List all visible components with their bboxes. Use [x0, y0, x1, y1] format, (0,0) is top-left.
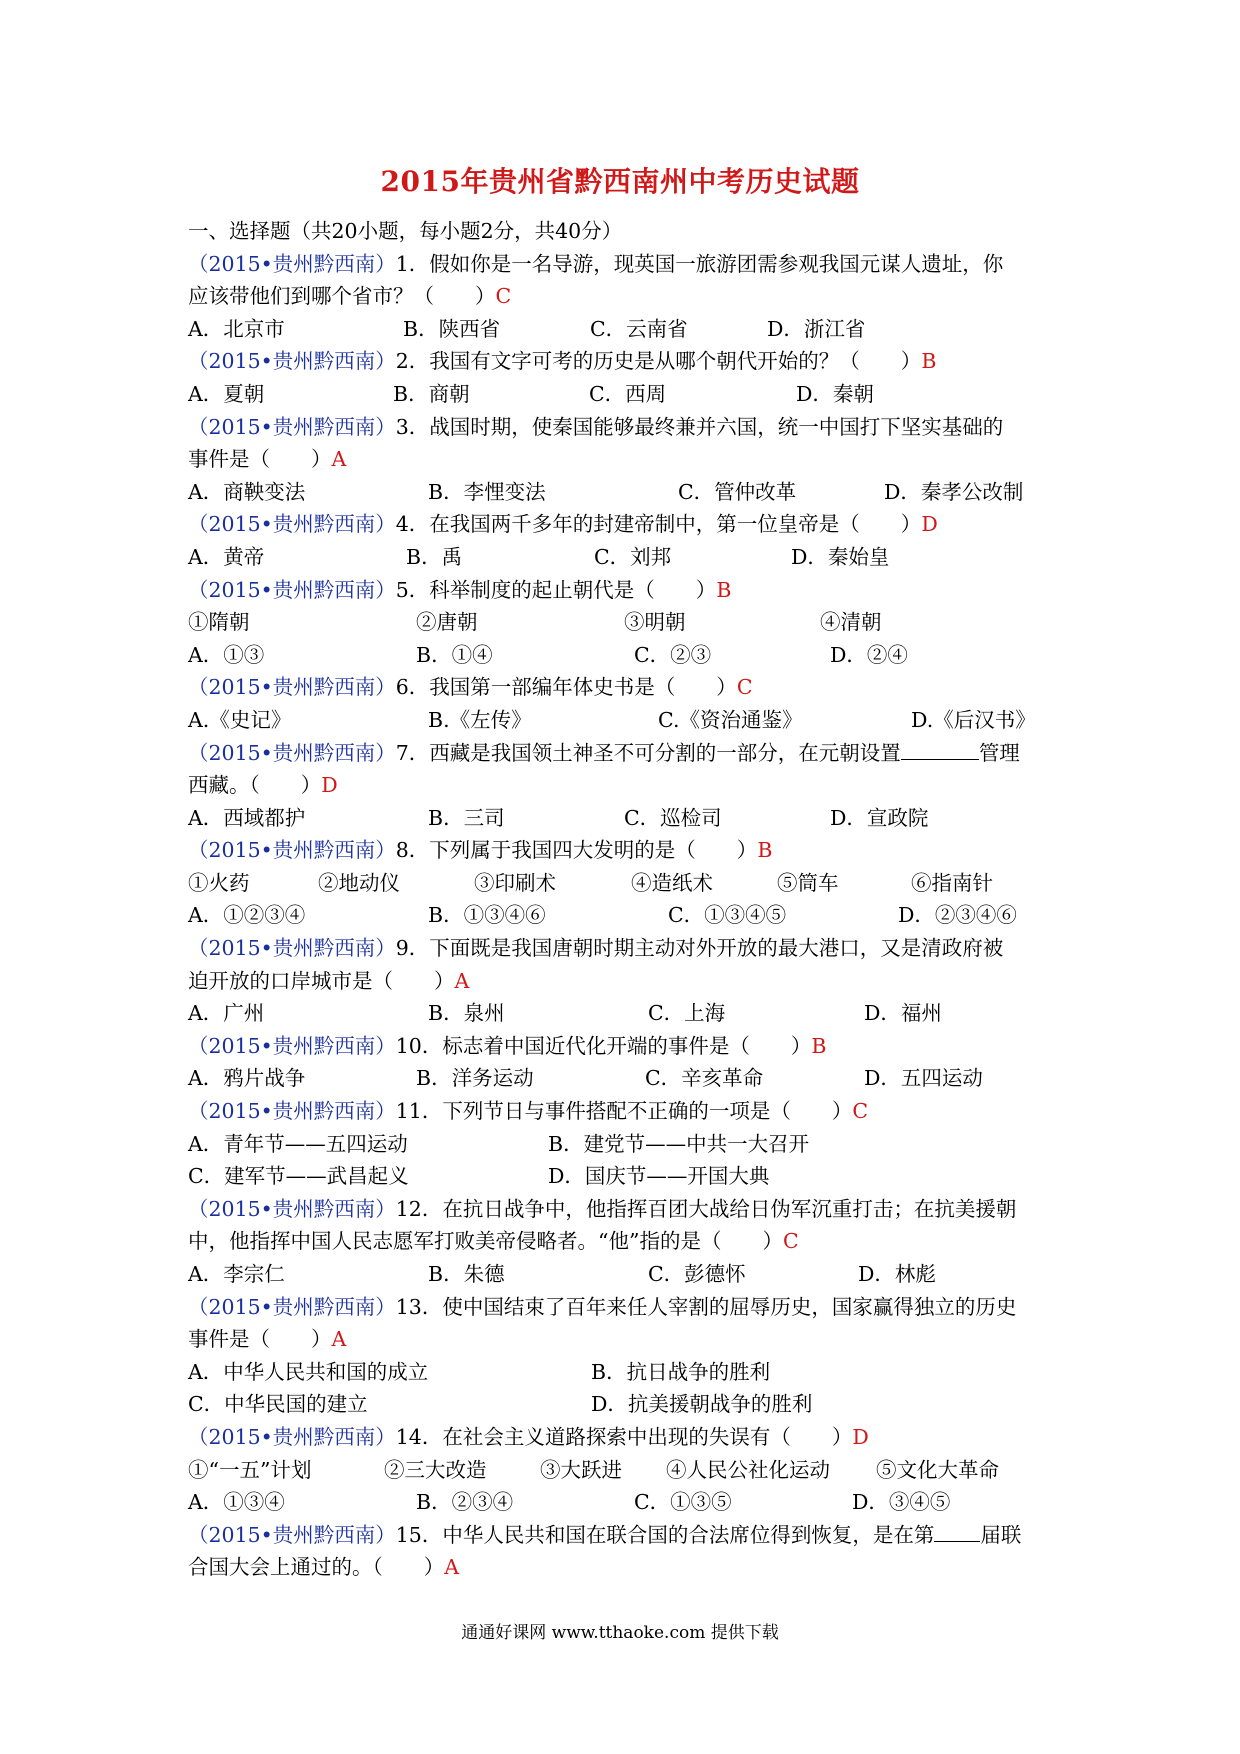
question-source: （2015•贵州黔西南）: [188, 1196, 396, 1221]
options-row: [188, 1128, 1068, 1161]
question-text: 3．战国时期，使秦国能够最终兼并六国，统一中国打下坚实基础的: [395, 414, 1004, 439]
question-5: [188, 574, 1068, 607]
question-text: 中，他指挥中国人民志愿军打败美帝侵略者。“他”指的是（ ）: [188, 1229, 783, 1254]
options-row: [188, 1160, 1068, 1193]
option: C.《资治通鉴》: [658, 707, 803, 732]
question-12: [188, 1193, 1068, 1226]
question-source: （2015•贵州黔西南）: [188, 675, 396, 700]
question-text: 6．我国第一部编年体史书是（ ）: [395, 675, 737, 700]
option: A．①③④: [188, 1490, 285, 1515]
option: B．②③④: [416, 1490, 514, 1515]
option: A．青年节——五四运动: [188, 1131, 408, 1156]
options-row: [188, 541, 1068, 574]
question-text: 7．西藏是我国领土神圣不可分割的一部分，在元朝设置: [395, 740, 901, 765]
question-1: [188, 248, 1068, 281]
item: ②地动仪: [318, 870, 400, 895]
options-row: [188, 899, 1068, 932]
question-text: 合国大会上通过的。（ ）: [188, 1555, 445, 1580]
question-source: （2015•贵州黔西南）: [188, 1522, 396, 1547]
question-text: 1．假如你是一名导游，现英国一旅游团需参观我国元谋人遗址，你: [395, 251, 1004, 276]
option: D．③④⑤: [852, 1490, 951, 1515]
question-text: 15．中华人民共和国在联合国的合法席位得到恢复，是在第: [395, 1522, 935, 1547]
option: B．陕西省: [403, 316, 501, 341]
question-source: （2015•贵州黔西南）: [188, 349, 396, 374]
question-text: 迫开放的口岸城市是（ ）: [188, 968, 455, 993]
option: C．②③: [634, 642, 712, 667]
question-text: 届联: [980, 1522, 1022, 1547]
option: D.《后汉书》: [911, 707, 1036, 732]
option: B.《左传》: [428, 707, 532, 732]
options-row: [188, 1486, 1068, 1519]
question-text: 5．科举制度的起止朝代是（ ）: [395, 577, 717, 602]
question-source: （2015•贵州黔西南）: [188, 414, 396, 439]
options-row: [188, 1356, 1068, 1389]
options-row: [188, 997, 1068, 1030]
question-text: 事件是（ ）: [188, 1327, 332, 1352]
options-row: [188, 639, 1068, 672]
option: D．福州: [864, 1001, 942, 1026]
question-text: 14．在社会主义道路探索中出现的失误有（ ）: [395, 1424, 853, 1449]
question-9: [188, 932, 1068, 965]
option: D．宣政院: [830, 805, 929, 830]
item: ⑤文化大革命: [876, 1457, 999, 1482]
question-source: （2015•贵州黔西南）: [188, 1033, 396, 1058]
answer: D: [921, 512, 938, 537]
question-text: 11．下列节日与事件搭配不正确的一项是（ ）: [395, 1099, 853, 1124]
option: B．李悝变法: [428, 479, 546, 504]
option: C．云南省: [590, 316, 688, 341]
option: A．黄帝: [188, 544, 265, 569]
answer: B: [716, 577, 732, 602]
option: D．国庆节——开国大典: [548, 1164, 770, 1189]
item: ⑥指南针: [911, 870, 993, 895]
option: A．广州: [188, 1001, 265, 1026]
answer: C: [852, 1099, 869, 1124]
answer: D: [852, 1424, 869, 1449]
items-row: [188, 867, 1068, 900]
question-text: 应该带他们到哪个省市？（ ）: [188, 284, 496, 309]
answer: A: [444, 1555, 460, 1580]
question-source: （2015•贵州黔西南）: [188, 1294, 396, 1319]
question-text: 事件是（ ）: [188, 447, 332, 472]
question-13: [188, 1291, 1068, 1324]
option: A．夏朝: [188, 381, 265, 406]
question-4: [188, 508, 1068, 541]
option: D．林彪: [858, 1262, 936, 1286]
fill-blank: [901, 758, 979, 760]
option: B．抗日战争的胜利: [591, 1359, 771, 1384]
question-text: 管理: [978, 740, 1020, 765]
question-source: （2015•贵州黔西南）: [188, 740, 396, 765]
option: D．抗美援朝战争的胜利: [591, 1392, 813, 1417]
question-text: 9．下面既是我国唐朝时期主动对外开放的最大港口，又是清政府被: [395, 936, 1004, 961]
option: B．禹: [406, 544, 463, 569]
option: C．上海: [648, 1001, 726, 1026]
option: B．①③④⑥: [428, 903, 546, 928]
question-text: 13．使中国结束了百年来任人宰割的屈辱历史，国家赢得独立的历史: [395, 1294, 1017, 1319]
option: B．建党节——中共一大召开: [548, 1131, 810, 1156]
item: ②唐朝: [416, 610, 478, 635]
options-row: [188, 704, 1068, 737]
option: B．①④: [416, 642, 493, 667]
question-8: [188, 834, 1068, 867]
option: C．刘邦: [594, 544, 672, 569]
item: ③明朝: [624, 610, 686, 635]
item: ①隋朝: [188, 610, 250, 635]
option: C．彭德怀: [648, 1262, 746, 1286]
question-2: [188, 345, 1068, 378]
options-row: [188, 1062, 1068, 1095]
option: D．秦孝公改制: [884, 479, 1024, 504]
question-7: [188, 737, 1068, 770]
item: ②三大改造: [384, 1457, 487, 1482]
page-footer: 通通好课网 www.tthaoke.com 提供下载: [461, 1623, 779, 1643]
question-source: （2015•贵州黔西南）: [188, 838, 396, 863]
option: B．三司: [428, 805, 505, 830]
options-row: [188, 802, 1068, 835]
item: ③大跃进: [540, 1457, 622, 1482]
question-text: 4．在我国两千多年的封建帝制中，第一位皇帝是（ ）: [395, 512, 922, 537]
option: B．朱德: [428, 1262, 505, 1286]
item: ①“一五”计划: [188, 1457, 312, 1482]
question-15: [188, 1519, 1068, 1552]
question-source: （2015•贵州黔西南）: [188, 936, 396, 961]
items-row: [188, 1454, 1068, 1487]
fill-blank: [934, 1540, 980, 1542]
question-source: （2015•贵州黔西南）: [188, 1424, 396, 1449]
answer: B: [921, 349, 937, 374]
option: A．北京市: [188, 316, 285, 341]
question-source: （2015•贵州黔西南）: [188, 512, 396, 537]
options-row: [188, 378, 1068, 411]
question-text: 2．我国有文字可考的历史是从哪个朝代开始的？（ ）: [395, 349, 922, 374]
option: D．秦朝: [796, 381, 874, 406]
option: A．李宗仁: [188, 1262, 285, 1286]
items-row: [188, 606, 1068, 639]
question-text: 12．在抗日战争中，他指挥百团大战给日伪军沉重打击；在抗美援朝: [395, 1196, 1017, 1221]
answer: D: [321, 773, 338, 798]
option: B．泉州: [428, 1001, 505, 1026]
item: ⑤筒车: [777, 870, 839, 895]
item: ①火药: [188, 870, 250, 895]
option: C．中华民国的建立: [188, 1392, 368, 1417]
answer: C: [736, 675, 753, 700]
question-10: [188, 1030, 1068, 1063]
question-text: 西藏。（ ）: [188, 773, 322, 798]
item: ③印刷术: [474, 870, 556, 895]
question-6: [188, 671, 1068, 704]
option: D．②③④⑥: [898, 903, 1017, 928]
answer: A: [454, 968, 470, 993]
answer: A: [331, 1327, 347, 1352]
answer: A: [331, 447, 347, 472]
question-text: 8．下列属于我国四大发明的是（ ）: [395, 838, 758, 863]
answer: B: [757, 838, 773, 863]
option: C．管仲改革: [678, 479, 797, 504]
answer: C: [495, 284, 512, 309]
question-source: （2015•贵州黔西南）: [188, 1099, 396, 1124]
question-source: （2015•贵州黔西南）: [188, 577, 396, 602]
option: D．秦始皇: [791, 544, 890, 569]
option: C．辛亥革命: [645, 1066, 764, 1091]
option: A．鸦片战争: [188, 1066, 306, 1091]
options-row: [188, 1388, 1068, 1421]
option: B．商朝: [393, 381, 470, 406]
option: C．①③④⑤: [668, 903, 787, 928]
options-row: [188, 1258, 1068, 1291]
item: ④清朝: [820, 610, 882, 635]
question-source: （2015•贵州黔西南）: [188, 251, 396, 276]
options-row: [188, 313, 1068, 346]
option: A．商鞅变法: [188, 479, 306, 504]
option: D．浙江省: [767, 316, 866, 341]
answer: C: [782, 1229, 799, 1254]
option: D．②④: [830, 642, 908, 667]
question-11: [188, 1095, 1068, 1128]
question-text: 10．标志着中国近代化开端的事件是（ ）: [395, 1033, 812, 1058]
section-heading: 一、选择题（共20小题，每小题2分，共40分）: [188, 219, 623, 243]
answer: B: [811, 1033, 827, 1058]
question-list: [188, 215, 1068, 1584]
item: ④人民公社化运动: [666, 1457, 830, 1482]
option: D．五四运动: [864, 1066, 983, 1091]
question-3: [188, 411, 1068, 444]
option: A．西域都护: [188, 805, 306, 830]
option: C．西周: [589, 381, 667, 406]
option: A．中华人民共和国的成立: [188, 1359, 429, 1384]
option: C．巡检司: [624, 805, 722, 830]
option: A．①③: [188, 642, 265, 667]
question-14: [188, 1421, 1068, 1454]
option: C．①③⑤: [634, 1490, 732, 1515]
page-title: 2015年贵州省黔西南州中考历史试题: [380, 165, 860, 198]
option: A．①②③④: [188, 903, 306, 928]
option: A.《史记》: [188, 707, 292, 732]
option: C．建军节——武昌起义: [188, 1164, 409, 1189]
options-row: [188, 476, 1068, 509]
item: ④造纸术: [631, 870, 713, 895]
option: B．洋务运动: [416, 1066, 534, 1091]
